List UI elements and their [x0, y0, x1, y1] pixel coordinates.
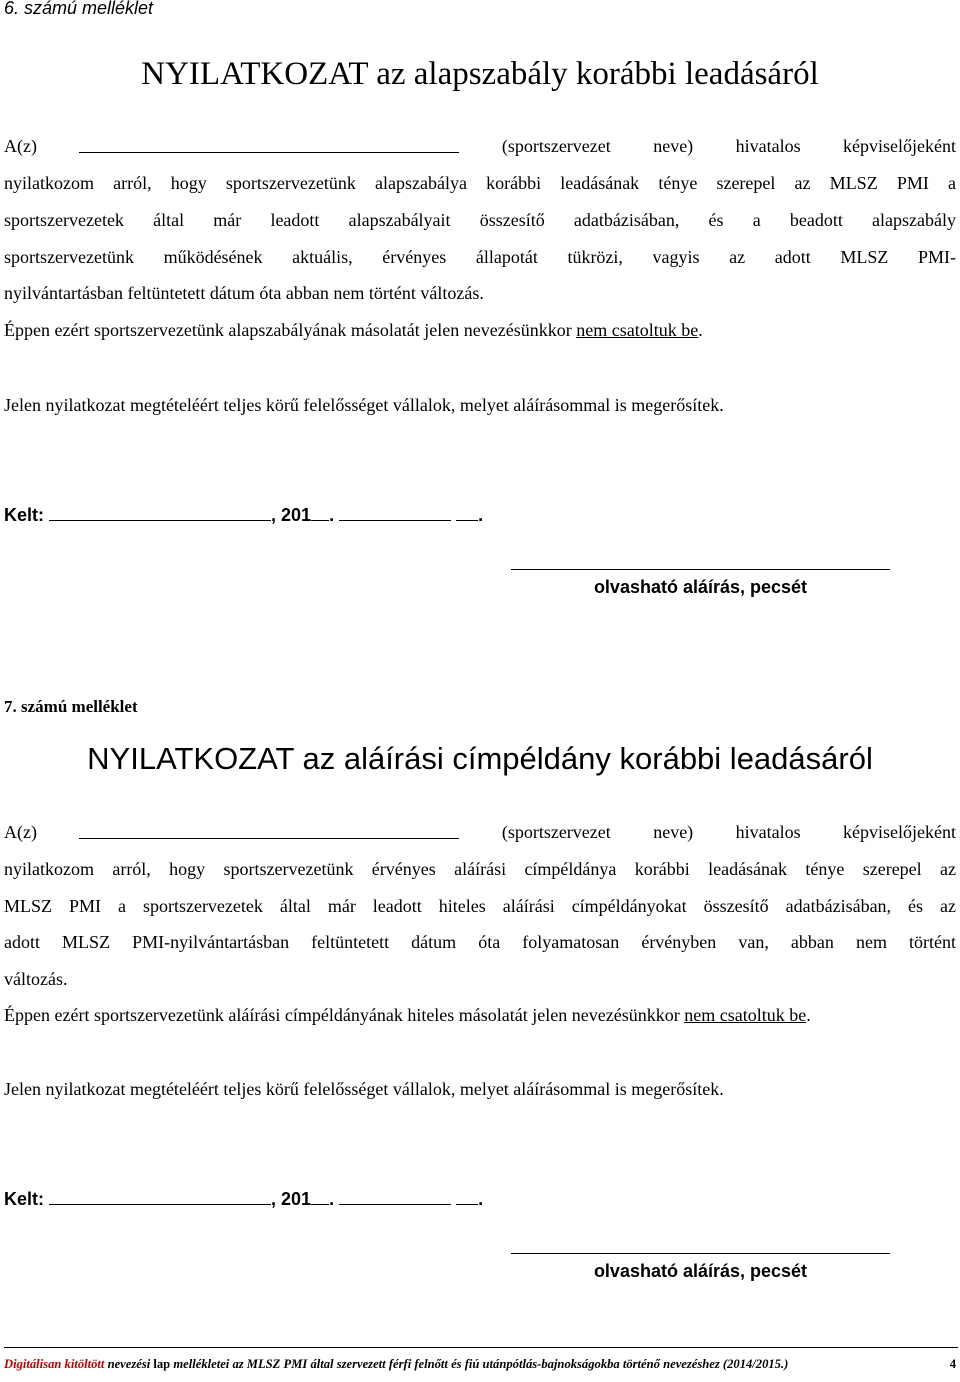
footer-text — [4, 1357, 788, 1372]
footer-text-part: nevezési — [104, 1357, 154, 1371]
footer — [4, 1357, 956, 1372]
responsibility-line: Jelen nyilatkozat megtételéért teljes körű felelősséget vállalok, melyet aláírásommal is megerősítek. — [4, 1079, 724, 1099]
year-blank — [311, 504, 329, 521]
org-name-blank — [79, 820, 459, 839]
paragraph-line — [4, 134, 956, 158]
paragraph-line: nyilvántartásban feltüntetett dátum óta abban nem történt változás. — [4, 283, 484, 303]
kelt-label: Kelt: — [4, 1189, 44, 1209]
eppen-text: Éppen ezért sportszervezetünk alapszabályának másolatát jelen nevezésünkkor — [4, 320, 577, 340]
eppen-suffix: . — [806, 1005, 811, 1025]
footer-red-text: Digitálisan kitöltött — [4, 1357, 105, 1371]
signature-line — [511, 569, 890, 570]
document-title: NYILATKOZAT az aláírási címpéldány korábbi leadásáról — [87, 741, 873, 776]
kelt-year: , 201 — [271, 1189, 312, 1209]
annex-label: 7. számú melléklet — [4, 697, 138, 716]
paragraph-line: sportszervezetek által már leadott alapszabályait összesítő adatbázisában, és a beadott alapszabály — [4, 210, 956, 230]
paragraph-line: MLSZ PMI a sportszervezetek által már leadott hiteles aláírási címpéldányokat összesítő adatbázisában, és az — [4, 896, 956, 916]
kelt-end: . — [478, 505, 484, 525]
kelt-dot: . — [329, 505, 335, 525]
word: (sportszervezet — [501, 136, 611, 156]
signature-line — [511, 1253, 890, 1254]
kelt-dot: . — [329, 1189, 335, 1209]
kelt-line — [4, 504, 483, 526]
word: hivatalos — [735, 136, 801, 156]
word: neve) — [653, 136, 694, 156]
eppen-underlined: nem csatoltuk be — [576, 320, 699, 340]
paragraph-line — [4, 820, 956, 844]
year-blank — [311, 1188, 329, 1205]
word: hivatalos — [735, 822, 801, 842]
place-blank — [49, 1188, 271, 1205]
paragraph-line: nyilatkozom arról, hogy sportszervezetünk érvényes aláírási címpéldánya korábbi leadásának ténye szerepel az — [4, 859, 956, 879]
place-blank — [49, 504, 271, 521]
eppen-underlined: nem csatoltuk be — [684, 1005, 807, 1025]
kelt-label: Kelt: — [4, 505, 44, 525]
paragraph-line: változás. — [4, 969, 68, 989]
paragraph-line: nyilatkozom arról, hogy sportszervezetünk alapszabálya korábbi leadásának ténye szerepel az MLSZ PMI a — [4, 173, 956, 193]
footer-rule — [4, 1347, 958, 1348]
org-name-blank — [79, 134, 459, 153]
footer-text-part: mellékletei az MLSZ PMI által szervezett férfi felnőtt és fiú utánpótlás-bajnokságokba történő nevezéshez (2014/2015.) — [170, 1357, 789, 1371]
day-blank — [456, 504, 478, 521]
word: (sportszervezet — [501, 822, 611, 842]
signature-caption: olvasható aláírás, pecsét — [593, 577, 808, 597]
paragraph-line: sportszervezetünk működésének aktuális, érvényes állapotát tükrözi, vagyis az adott MLSZ PMI- — [4, 247, 956, 267]
word: képviselőjeként — [843, 822, 956, 842]
eppen-line — [4, 318, 956, 342]
word: neve) — [653, 822, 694, 842]
page-number: 4 — [949, 1357, 956, 1371]
signature-caption: olvasható aláírás, pecsét — [593, 1261, 808, 1281]
kelt-year: , 201 — [271, 505, 312, 525]
az-label: A(z) — [4, 822, 37, 842]
eppen-suffix: . — [698, 320, 703, 340]
kelt-end: . — [478, 1189, 484, 1209]
document-title: NYILATKOZAT az alapszabály korábbi leadásáról — [141, 56, 819, 92]
kelt-line — [4, 1188, 483, 1210]
eppen-line — [4, 1003, 956, 1027]
month-blank — [339, 504, 451, 521]
az-label: A(z) — [4, 136, 37, 156]
paragraph-line: adott MLSZ PMI-nyilvántartásban feltüntetett dátum óta folyamatosan érvényben van, abban nem történt — [4, 932, 956, 952]
eppen-text: Éppen ezért sportszervezetünk aláírási címpéldányának hiteles másolatát jelen nevezésünkkor — [4, 1005, 685, 1025]
word: képviselőjeként — [843, 136, 956, 156]
footer-text-part: lap — [153, 1357, 171, 1371]
month-blank — [339, 1188, 451, 1205]
day-blank — [456, 1188, 478, 1205]
responsibility-line: Jelen nyilatkozat megtételéért teljes körű felelősséget vállalok, melyet aláírásommal is megerősítek. — [4, 395, 724, 415]
annex-label: 6. számú melléklet — [4, 0, 154, 18]
